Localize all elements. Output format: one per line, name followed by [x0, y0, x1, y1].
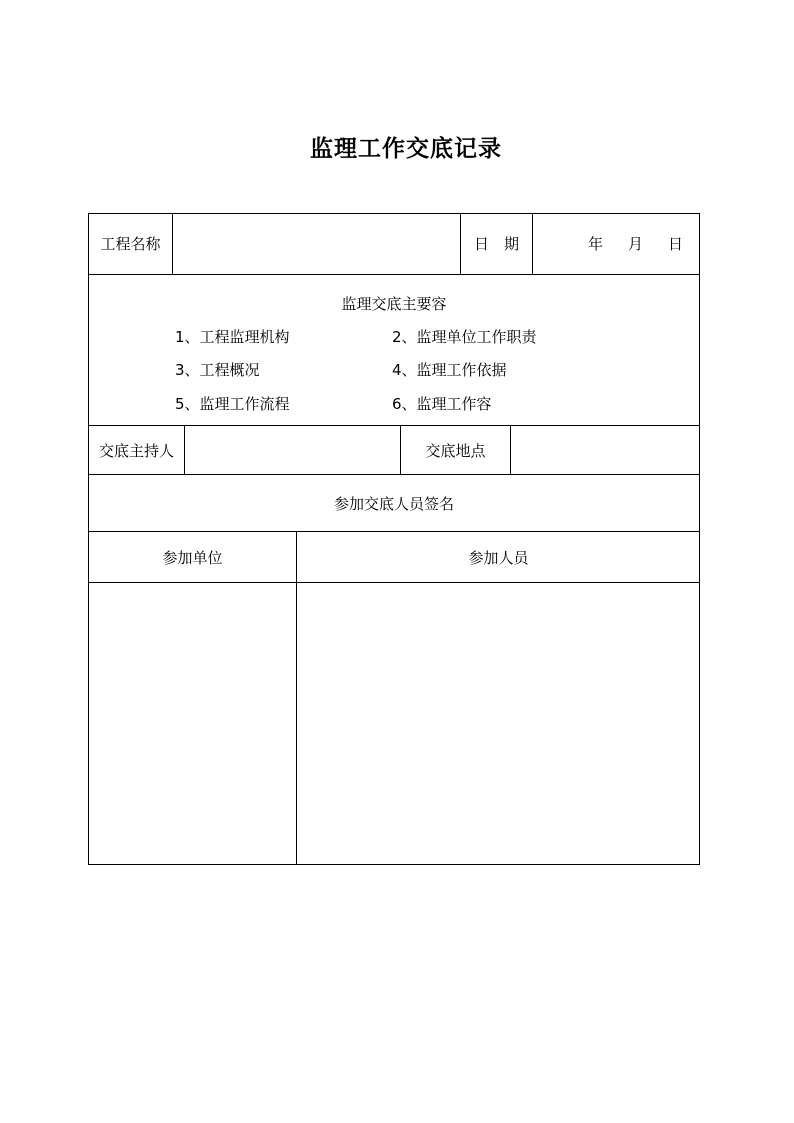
project-name-field[interactable] [180, 234, 452, 254]
date-year[interactable]: 年 [588, 235, 604, 253]
unit-column-header: 参加单位 [162, 549, 223, 567]
column-divider [532, 213, 533, 275]
content-item: 6、监理工作容 [392, 395, 492, 413]
column-divider [172, 213, 173, 275]
host-label: 交底主持人 [98, 442, 174, 460]
content-item: 3、工程概况 [175, 361, 260, 379]
row-divider [88, 474, 700, 475]
project-name-label: 工程名称 [100, 235, 161, 253]
people-signature-area[interactable] [297, 583, 699, 864]
content-heading: 监理交底主要容 [341, 295, 447, 313]
date-month[interactable]: 月 [628, 235, 644, 253]
column-divider [510, 425, 511, 475]
content-item: 1、工程监理机构 [175, 328, 290, 346]
content-item: 5、监理工作流程 [175, 395, 290, 413]
date-day[interactable]: 日 [668, 235, 684, 253]
column-divider [184, 425, 185, 475]
row-divider [88, 274, 700, 275]
host-field[interactable] [192, 441, 392, 461]
signature-heading: 参加交底人员签名 [333, 495, 454, 513]
row-divider [88, 425, 700, 426]
location-field[interactable] [518, 441, 692, 461]
page-title: 监理工作交底记录 [310, 136, 502, 162]
row-divider [88, 531, 700, 532]
location-label: 交底地点 [425, 442, 486, 460]
date-label: 日 期 [473, 235, 519, 253]
people-column-header: 参加人员 [468, 549, 529, 567]
content-item: 2、监理单位工作职责 [392, 328, 537, 346]
content-item: 4、监理工作依据 [392, 361, 507, 379]
unit-signature-area[interactable] [89, 583, 296, 864]
